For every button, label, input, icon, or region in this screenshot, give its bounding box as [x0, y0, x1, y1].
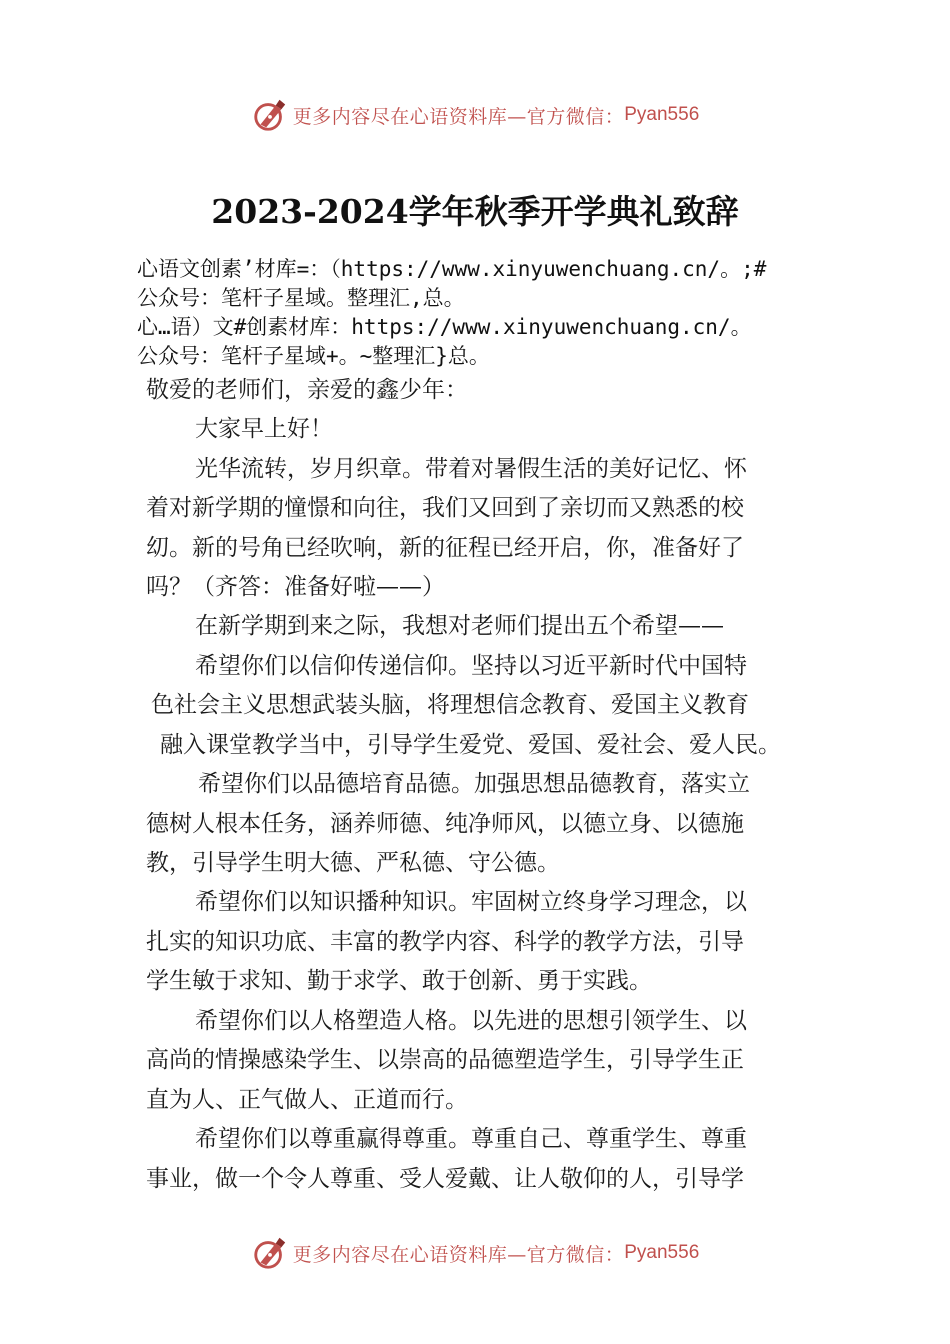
body-line: 德树人根本任务，涵养师德、纯净师风，以德立身、以德施 [146, 811, 744, 837]
pen-nib-logo-icon [251, 96, 289, 134]
meta-line-2: 公众号：笔杆子星域。整理汇,总。 [137, 286, 465, 310]
footer-banner [0, 1233, 950, 1273]
meta-line-3: 心…语）文#创素材库：https://www.xinyuwenchuang.cn/。 [137, 315, 752, 339]
banner-wechat-id: Pyan556 [624, 1242, 700, 1263]
body-line: 扎实的知识功底、丰富的教学内容、科学的教学方法，引导 [146, 929, 744, 955]
document-title: 2023-2024学年秋季开学典礼致辞 [211, 192, 739, 231]
body-line: 希望你们以尊重赢得尊重。尊重自己、尊重学生、尊重 [195, 1126, 747, 1152]
body-line: 希望你们以知识播种知识。牢固树立终身学习理念，以 [195, 889, 747, 915]
body-line: 学生敏于求知、勤于求学、敢于创新、勇于实践。 [146, 968, 652, 994]
body-line: 㓜。新的号角已经吹响，新的征程已经开启，你，准备好了 [146, 535, 744, 561]
body-line: 大家早上好！ [195, 416, 333, 442]
meta-line-4: 公众号：笔杆子星域+。~整理汇}总。 [137, 344, 490, 368]
body-line: 光华流转，岁月织章。带着对暑假生活的美好记忆、怀 [195, 456, 747, 482]
body-line: 希望你们以人格塑造人格。以先进的思想引领学生、以 [195, 1008, 747, 1034]
body-line: 敬爱的老师们，亲爱的鑫少年： [146, 377, 468, 403]
body-line: 事业，做一个令人尊重、受人爱戴、让人敬仰的人，引导学 [146, 1166, 744, 1192]
body-line: 希望你们以品德培育品德。加强思想品德教育，落实立 [198, 771, 750, 797]
meta-line-1: 心语文创素’材库=：（https://www.xinyuwenchuang.cn/。;# [137, 257, 767, 281]
header-banner [0, 95, 950, 135]
banner-wechat-id: Pyan556 [624, 104, 700, 125]
body-line: 融入课堂教学当中，引导学生爱党、爱国、爱社会、爱人民。 [160, 732, 781, 758]
banner-text: 更多内容尽在心语资料库—官方微信： [292, 1243, 625, 1266]
body-line: 吗？（齐答：准备好啦——） [146, 574, 445, 600]
body-line: 希望你们以信仰传递信仰。坚持以习近平新时代中国特 [195, 653, 747, 679]
body-line: 色社会主义思想武装头脑，将理想信念教育、爱国主义教育 [151, 692, 749, 718]
body-line: 高尚的情操感染学生、以崇高的品德塑造学生，引导学生正 [146, 1047, 744, 1073]
pen-nib-logo-icon [251, 1234, 289, 1272]
body-line: 直为人、正气做人、正道而行。 [146, 1087, 468, 1113]
body-line: 着对新学期的憧憬和向往，我们又回到了亲切而又熟悉的校 [146, 495, 744, 521]
body-line: 教，引导学生明大德、严私德、守公德。 [146, 850, 560, 876]
banner-text: 更多内容尽在心语资料库—官方微信： [292, 105, 625, 128]
body-line: 在新学期到来之际，我想对老师们提出五个希望—— [195, 613, 724, 639]
